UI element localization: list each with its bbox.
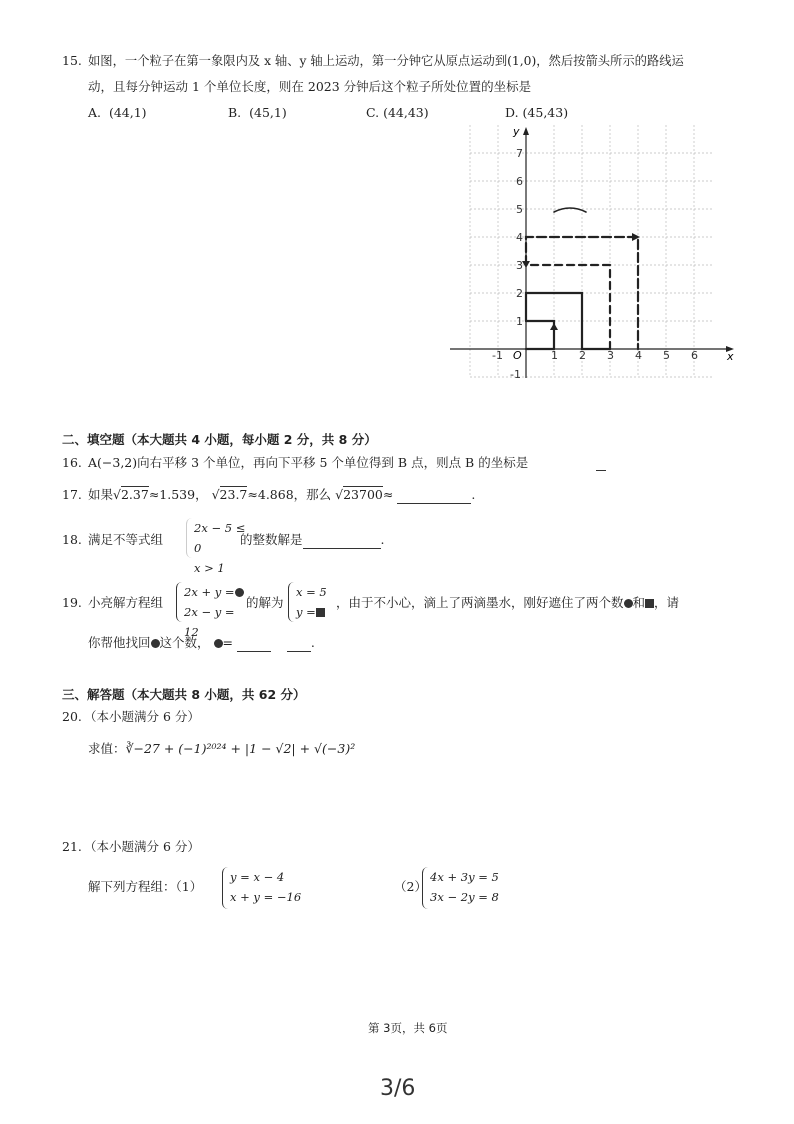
x-tick-2: 2 — [579, 349, 586, 362]
q15-text-line2: 动，且每分钟运动 1 个单位长度，则在 2023 分钟后这个粒子所处位置的坐标是 — [88, 79, 532, 94]
page-indicator: 3/6 — [380, 1076, 416, 1101]
x-tick-1: 1 — [551, 349, 558, 362]
y-tick-6: 6 — [516, 175, 523, 188]
q18-inequality-system: 2x − 5 ≤ 0 x > 1 — [186, 518, 246, 558]
y-tick-5: 5 — [516, 203, 523, 216]
q20-score: （本小题满分 6 分） — [84, 709, 200, 724]
x-tick-neg1: -1 — [492, 349, 503, 362]
q16-number: 16. — [62, 455, 82, 470]
q16-text: A(−3,2)向右平移 3 个单位，再向下平移 5 个单位得到 B 点，则点 B 的坐标是 — [88, 455, 529, 470]
origin-label: O — [513, 349, 522, 362]
arrow-down-icon — [522, 261, 530, 268]
y-tick-3: 3 — [516, 259, 523, 272]
path-segment — [526, 265, 610, 349]
ink-dot-icon — [235, 588, 244, 597]
ink-dot-icon — [151, 639, 160, 648]
q20-expression: 求值：∛−27 + (−1)²⁰²⁴ + |1 − √2| + √(−3)² — [88, 741, 356, 756]
q18-suffix: 的整数解是 . — [240, 532, 385, 547]
section-2-title: 二、填空题（本大题共 4 小题，每小题 2 分，共 8 分） — [62, 432, 377, 447]
path-segment — [526, 321, 554, 349]
q15-graph — [450, 118, 750, 380]
ink-dot-icon — [214, 639, 223, 648]
x-tick-5: 5 — [663, 349, 670, 362]
ink-square-icon — [645, 599, 654, 608]
q19-solution: x = 5 y = — [288, 582, 334, 622]
q19-number: 19. — [62, 595, 82, 610]
page-footer: 第 3页，共 6页 — [368, 1021, 448, 1035]
q21-number: 21. — [62, 839, 82, 854]
q21-score: （本小题满分 6 分） — [84, 839, 200, 854]
y-tick-4: 4 — [516, 231, 523, 244]
q19-mid: 的解为 — [246, 595, 284, 610]
q17-text: 如果√2.37≈1.539， √23.7≈4.868，那么 √23700≈ . — [88, 487, 476, 502]
q19-prefix: 小亮解方程组 — [88, 595, 164, 610]
q18-prefix: 满足不等式组 — [88, 532, 164, 547]
y-tick-1: 1 — [516, 315, 523, 328]
q19-answer-blank-1[interactable] — [237, 651, 271, 652]
y-axis-arrow — [523, 127, 529, 135]
section-3-title: 三、解答题（本大题共 8 小题，共 62 分） — [62, 687, 306, 702]
y-tick-7: 7 — [516, 147, 523, 160]
q21-part-2-label: （2） — [394, 879, 427, 894]
q15-option-b: B. (45,1) — [228, 105, 287, 120]
q15-option-a: A. (44,1) — [88, 105, 147, 120]
x-axis-label: x — [727, 350, 734, 363]
q16-answer-blank[interactable] — [596, 470, 606, 471]
q15-option-d: D. (45,43) — [505, 105, 569, 120]
q17-answer-blank[interactable] — [397, 503, 471, 504]
q15-text-line1: 如图，一个粒子在第一象限内及 x 轴、y 轴上运动，第一分钟它从原点运动到(1,0)，然后按箭头所示的路线运 — [88, 54, 684, 68]
ink-dot-icon — [624, 599, 633, 608]
graph-grid — [470, 125, 712, 377]
q21-label: 解下列方程组：（1） — [88, 879, 203, 894]
q20-number: 20. — [62, 709, 82, 724]
y-axis-label: y — [513, 125, 520, 138]
x-tick-3: 3 — [607, 349, 614, 362]
x-tick-6: 6 — [691, 349, 698, 362]
q19-equation-system: 2x + y = 2x − y = 12 — [176, 582, 246, 622]
q21-system-2: 4x + 3y = 5 3x − 2y = 8 — [422, 867, 512, 909]
q19-after: ，由于不小心，滴上了两滴墨水，刚好遮住了两个数 和 ，请 — [336, 595, 680, 610]
q19-line2: 你帮他找回 这个数， = . — [88, 635, 315, 650]
q18-answer-blank[interactable] — [303, 548, 381, 549]
q19-answer-blank-2[interactable] — [287, 651, 311, 652]
q18-number: 18. — [62, 532, 82, 547]
q15-option-c: C. (44,43) — [366, 105, 429, 120]
q17-number: 17. — [62, 487, 82, 502]
path-arc — [554, 208, 586, 212]
ink-square-icon — [316, 608, 325, 617]
y-tick-neg1: -1 — [510, 368, 521, 380]
q15-number: 15. — [62, 53, 82, 68]
y-tick-2: 2 — [516, 287, 523, 300]
arrow-up-icon — [550, 323, 558, 330]
q21-system-1: y = x − 4 x + y = −16 — [222, 867, 312, 909]
x-tick-4: 4 — [635, 349, 642, 362]
